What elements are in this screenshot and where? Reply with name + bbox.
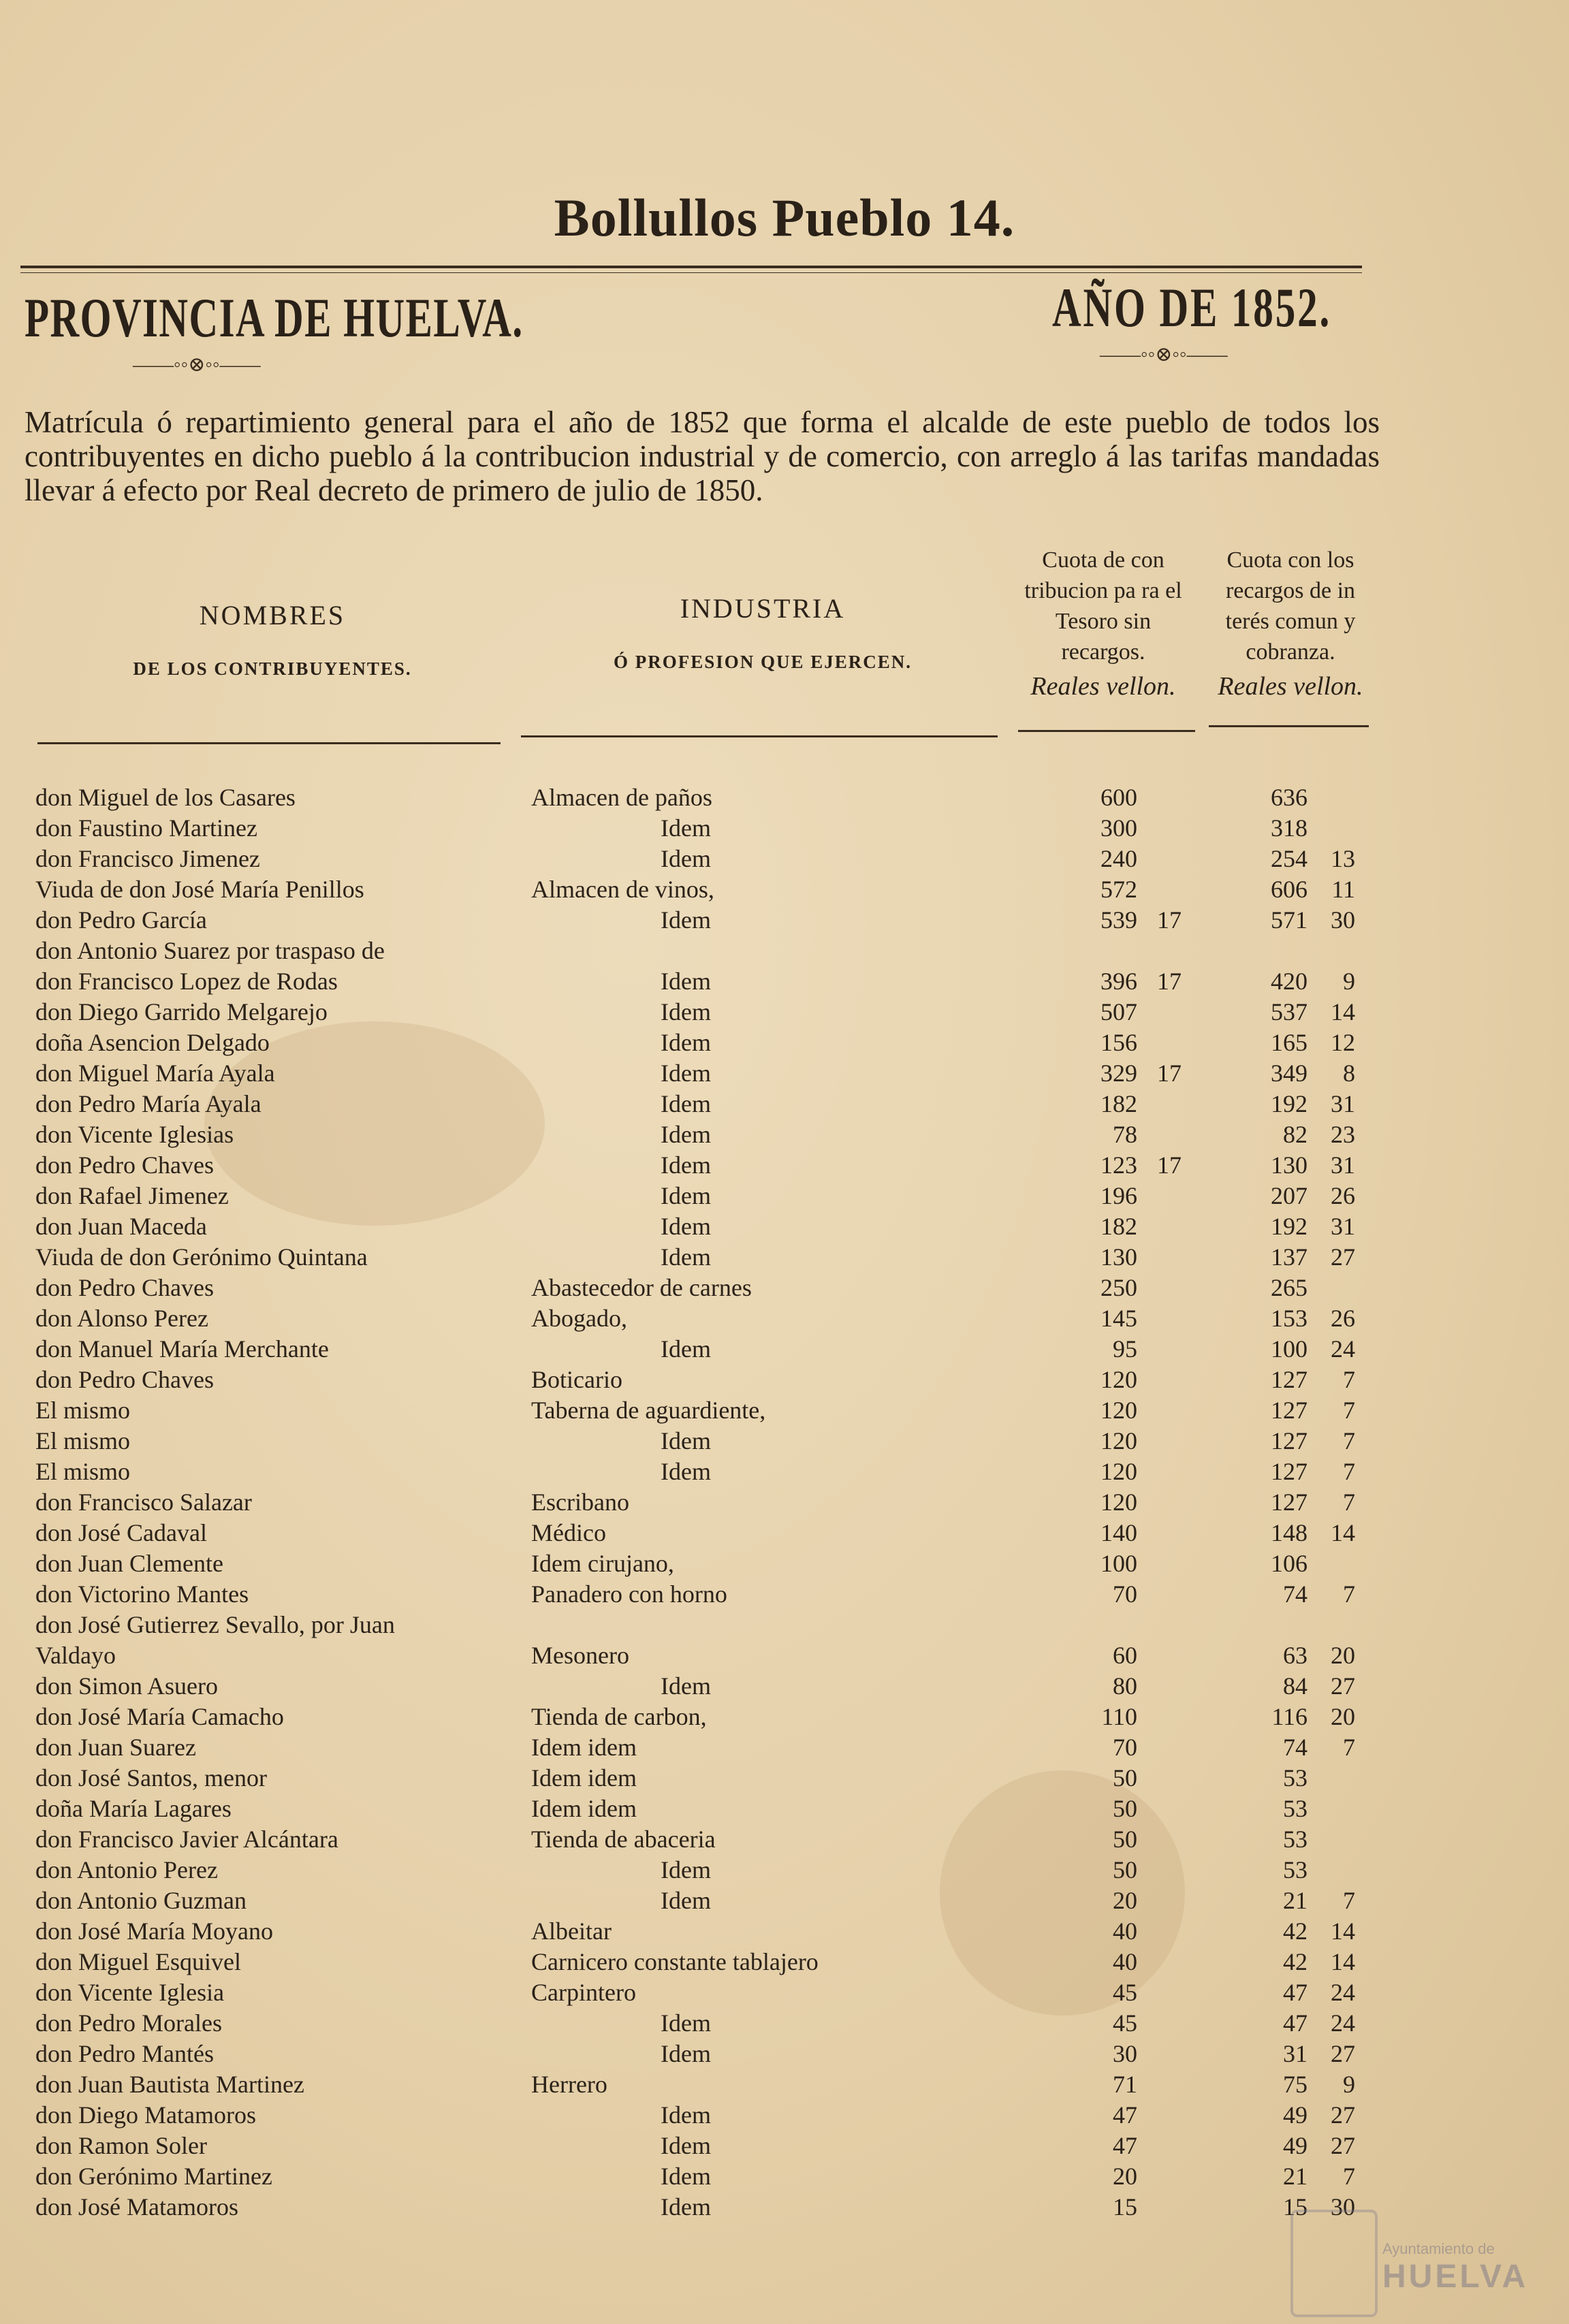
cuota-tesoro-reales: 240: [1100, 845, 1137, 872]
names-header-title: NOMBRES: [199, 600, 346, 631]
cuota2-header-text: Cuota con los recargos de in terés comun y cobranza.: [1225, 547, 1356, 665]
profession: Idem: [661, 1029, 711, 1056]
cuota-tesoro-reales: 50: [1113, 1826, 1137, 1853]
profession: Idem: [661, 1243, 711, 1271]
cuota-recargos-maravedis: 27: [1331, 1672, 1355, 1700]
cuota-recargos-maravedis: 26: [1331, 1182, 1355, 1209]
cuota-recargos-maravedis: 27: [1331, 2040, 1355, 2067]
profession: Tienda de carbon,: [531, 1703, 707, 1730]
profession: Abastecedor de carnes: [531, 1274, 752, 1301]
table-row: [0, 1151, 1569, 1181]
ornament: ——◦◦⊗◦◦——: [1100, 343, 1228, 366]
profession: Idem: [661, 1672, 711, 1700]
province-heading: PROVINCIA DE HUELVA.: [25, 287, 524, 349]
table-row: [0, 875, 1569, 906]
cuota-recargos-reales: 137: [1271, 1243, 1308, 1271]
cuota-recargos-maravedis: 7: [1343, 1366, 1355, 1393]
cuota-tesoro-reales: 300: [1100, 814, 1137, 842]
cuota-tesoro-reales: 50: [1113, 1856, 1137, 1883]
profession: Idem: [661, 1335, 711, 1363]
profession: Idem: [661, 1121, 711, 1148]
cuota-tesoro-reales: 70: [1113, 1734, 1137, 1761]
contributor-name: doña María Lagares: [35, 1795, 232, 1822]
cuota-recargos-maravedis: 27: [1331, 2132, 1355, 2159]
industry-header-sub: Ó PROFESION QUE EJERCEN.: [613, 652, 913, 672]
document-title: Bollullos Pueblo 14.: [554, 188, 1015, 247]
cuota-recargos-maravedis: 7: [1343, 1397, 1355, 1424]
profession: Idem: [661, 998, 711, 1025]
cuota-recargos-reales: 207: [1271, 1182, 1308, 1209]
cuota-recargos-reales: 42: [1283, 1948, 1308, 1975]
table-row: [0, 1947, 1569, 1978]
cuota-tesoro-reales: 40: [1113, 1948, 1137, 1975]
cuota-tesoro-reales: 71: [1113, 2071, 1137, 2098]
cuota-recargos-reales: 47: [1283, 1979, 1308, 2006]
cuota-recargos-reales: 148: [1271, 1519, 1308, 1546]
cuota-tesoro-reales: 182: [1100, 1090, 1137, 1117]
cuota-recargos-maravedis: 7: [1343, 1427, 1355, 1454]
table-row: [0, 1518, 1569, 1549]
contributor-name: don José María Moyano: [35, 1917, 273, 1945]
cuota-recargos-maravedis: 12: [1331, 1029, 1355, 1056]
contributor-name: don Rafael Jimenez: [35, 1182, 229, 1209]
table-row: [0, 1886, 1569, 1917]
table-row: [0, 1212, 1569, 1243]
profession: Idem: [661, 814, 711, 842]
contributor-name: don Miguel de los Casares: [35, 784, 296, 811]
cuota-tesoro-reales: 140: [1100, 1519, 1137, 1546]
cuota-recargos-reales: 127: [1271, 1366, 1308, 1393]
cuota-tesoro-reales: 45: [1113, 1979, 1137, 2006]
cuota-tesoro-reales: 45: [1113, 2009, 1137, 2037]
cuota-recargos-reales: 31: [1283, 2040, 1308, 2067]
ornament: ——◦◦⊗◦◦——: [133, 353, 261, 376]
cuota-recargos-maravedis: 23: [1331, 1121, 1355, 1148]
table-row: [0, 1978, 1569, 2009]
cuota-recargos-reales: 116: [1271, 1703, 1308, 1730]
contributor-name: El mismo: [35, 1427, 131, 1454]
cuota-recargos-maravedis: 14: [1331, 1948, 1355, 1975]
contributor-name: don Pedro Chaves: [35, 1151, 214, 1179]
profession: Abogado,: [531, 1305, 627, 1332]
table-row: [0, 1365, 1569, 1396]
profession: Almacen de vinos,: [531, 876, 714, 903]
table-row: [0, 967, 1569, 998]
cuota-recargos-maravedis: 24: [1331, 1335, 1355, 1363]
cuota-recargos-reales: 265: [1271, 1274, 1308, 1301]
cuota-recargos-maravedis: 9: [1343, 2071, 1355, 2098]
contributor-name: don Ramon Soler: [35, 2132, 207, 2159]
cuota-recargos-maravedis: 31: [1331, 1213, 1355, 1240]
table-row: [0, 844, 1569, 875]
cuota-recargos-maravedis: 20: [1331, 1642, 1355, 1669]
city-seal-icon: [1290, 2210, 1378, 2317]
cuota-tesoro-reales: 60: [1113, 1642, 1137, 1669]
cuota-tesoro-reales: 120: [1100, 1489, 1137, 1516]
cuota-recargos-reales: 84: [1283, 1672, 1308, 1700]
cuota1-header-text: Cuota de con tribucion pa ra el Tesoro sin recargos.: [1024, 547, 1182, 665]
profession: Idem: [661, 1427, 711, 1454]
cuota-recargos-reales: 63: [1283, 1642, 1308, 1669]
cuota-recargos-maravedis: 7: [1343, 2163, 1355, 2190]
cuota-recargos-reales: 636: [1271, 784, 1308, 811]
table-row: [0, 1825, 1569, 1856]
contributor-name: don Vicente Iglesia: [35, 1979, 225, 2006]
cuota-recargos-reales: 100: [1271, 1335, 1308, 1363]
table-row: [0, 2039, 1569, 2070]
cuota-tesoro-maravedis: 17: [1157, 906, 1182, 934]
table-row: [0, 1488, 1569, 1518]
profession: Idem: [661, 845, 711, 872]
cuota-recargos-maravedis: 30: [1331, 906, 1355, 934]
cuota-recargos-maravedis: 9: [1343, 968, 1355, 995]
cuota-tesoro-reales: 40: [1113, 1917, 1137, 1945]
cuota-recargos-maravedis: 7: [1343, 1887, 1355, 1914]
profession: Carnicero constante tablajero: [531, 1948, 819, 1975]
cuota-tesoro-reales: 196: [1100, 1182, 1137, 1209]
cuota-recargos-maravedis: 31: [1331, 1151, 1355, 1179]
contributor-name: don José Matamoros: [35, 2193, 238, 2220]
cuota-tesoro-reales: 182: [1100, 1213, 1137, 1240]
profession: Boticario: [531, 1366, 622, 1393]
cuota-tesoro-maravedis: 17: [1157, 1060, 1182, 1087]
profession: Taberna de aguardiente,: [531, 1397, 766, 1424]
cuota2-unit: Reales vellon.: [1218, 672, 1363, 701]
contributor-name: don José Santos, menor: [35, 1764, 267, 1792]
cuota-recargos-maravedis: 24: [1331, 2009, 1355, 2037]
contributor-name: don Pedro Chaves: [35, 1366, 214, 1393]
cuota-tesoro-reales: 70: [1113, 1580, 1137, 1608]
table-row: [0, 2131, 1569, 2162]
profession: Tienda de abaceria: [531, 1826, 716, 1853]
cuota-tesoro-reales: 47: [1113, 2101, 1137, 2129]
profession: Carpintero: [531, 1979, 636, 2006]
contributor-name: don Pedro Chaves: [35, 1274, 214, 1301]
profession: Idem: [661, 2101, 711, 2129]
profession: Idem cirujano,: [531, 1550, 674, 1577]
cuota-recargos-reales: 53: [1283, 1795, 1308, 1822]
contributor-name: don Juan Bautista Martinez: [35, 2071, 304, 2098]
cuota-recargos-maravedis: 7: [1343, 1580, 1355, 1608]
cuota-recargos-maravedis: 31: [1331, 1090, 1355, 1117]
cuota-recargos-maravedis: 24: [1331, 1979, 1355, 2006]
cuota-tesoro-reales: 329: [1100, 1060, 1137, 1087]
cuota-recargos-maravedis: 14: [1331, 998, 1355, 1025]
contributor-name: don Francisco Lopez de Rodas: [35, 968, 338, 995]
profession: Idem: [661, 2132, 711, 2159]
cuota-recargos-maravedis: 7: [1343, 1489, 1355, 1516]
cuota-recargos-reales: 192: [1271, 1090, 1308, 1117]
table-row: [0, 1427, 1569, 1457]
table-row: [0, 783, 1569, 814]
cuota-tesoro-reales: 50: [1113, 1795, 1137, 1822]
profession: Almacen de paños: [531, 784, 712, 811]
contributor-name: don Manuel María Merchante: [35, 1335, 329, 1363]
contributor-name: don Juan Maceda: [35, 1213, 207, 1240]
cuota-tesoro-maravedis: 17: [1157, 968, 1182, 995]
table-row: [0, 2070, 1569, 2101]
table-row: [0, 1610, 1569, 1641]
names-header-sub: DE LOS CONTRIBUYENTES.: [133, 658, 412, 679]
year-heading: AÑO DE 1852.: [1052, 276, 1332, 338]
profession: Idem idem: [531, 1795, 637, 1822]
table-row: [0, 1457, 1569, 1488]
cuota-recargos-reales: 21: [1283, 1887, 1308, 1914]
cuota-recargos-reales: 21: [1283, 2163, 1308, 2190]
cuota-tesoro-reales: 15: [1113, 2193, 1137, 2220]
cuota-recargos-maravedis: 26: [1331, 1305, 1355, 1332]
contributor-name: don Juan Suarez: [35, 1734, 196, 1761]
contributor-name: don Juan Clemente: [35, 1550, 223, 1577]
cuota1-unit: Reales vellon.: [1030, 672, 1176, 701]
table-row: [0, 1702, 1569, 1733]
cuota-recargos-reales: 15: [1283, 2193, 1308, 2220]
cuota-tesoro-reales: 20: [1113, 1887, 1137, 1914]
cuota-recargos-reales: 127: [1271, 1458, 1308, 1485]
table-row: [0, 2162, 1569, 2193]
table-row: [0, 1672, 1569, 1702]
cuota-tesoro-reales: 120: [1100, 1397, 1137, 1424]
cuota-recargos-maravedis: 20: [1331, 1703, 1355, 1730]
cuota-tesoro-reales: 250: [1100, 1274, 1137, 1301]
cuota-tesoro-reales: 539: [1100, 906, 1137, 934]
contributor-name: don José Gutierrez Sevallo, por Juan: [35, 1611, 395, 1638]
contributor-name: Viuda de don Gerónimo Quintana: [35, 1243, 368, 1271]
table-row: [0, 936, 1569, 967]
cuota-recargos-reales: 349: [1271, 1060, 1308, 1087]
profession: Idem: [661, 2163, 711, 2190]
table-row: [0, 1764, 1569, 1794]
contributor-name: don José Cadaval: [35, 1519, 207, 1546]
contributor-name: don Vicente Iglesias: [35, 1121, 234, 1148]
contributor-name: don Victorino Mantes: [35, 1580, 249, 1608]
profession: Panadero con horno: [531, 1580, 727, 1608]
contributor-name: don Pedro María Ayala: [35, 1090, 262, 1117]
cuota-recargos-reales: 53: [1283, 1764, 1308, 1792]
contributor-name: don Miguel Esquivel: [35, 1948, 241, 1975]
intro-paragraph: Matrícula ó repartimiento general para el año de 1852 que forma el alcalde de este pueblo de todos los contribuyentes en dicho pueblo á la contribucion industrial y de comercio, con arreglo á las tarifas mandadas llevar á efecto por Real decreto de primero de julio de 1850.: [25, 405, 1380, 507]
table-row: [0, 1794, 1569, 1825]
contributor-name: don Antonio Guzman: [35, 1887, 247, 1914]
table-row: [0, 1304, 1569, 1335]
cuota-recargos-reales: 75: [1283, 2071, 1308, 2098]
header-rule-cuota2: [1209, 725, 1369, 727]
watermark-line2: HUELVA: [1382, 2259, 1529, 2295]
cuota-recargos-maravedis: 13: [1331, 845, 1355, 872]
cuota-recargos-reales: 606: [1271, 876, 1308, 903]
table-row: [0, 1028, 1569, 1059]
cuota-recargos-reales: 42: [1283, 1917, 1308, 1945]
contributor-name: don Pedro Mantés: [35, 2040, 214, 2067]
profession: Herrero: [531, 2071, 607, 2098]
cuota-tesoro-reales: 145: [1100, 1305, 1137, 1332]
profession: Idem: [661, 1151, 711, 1179]
cuota-recargos-reales: 49: [1283, 2101, 1308, 2129]
profession: Idem idem: [531, 1764, 637, 1792]
cuota-recargos-reales: 82: [1283, 1121, 1308, 1148]
cuota-tesoro-reales: 572: [1100, 876, 1137, 903]
profession: Idem: [661, 1060, 711, 1087]
table-row: [0, 1181, 1569, 1212]
profession: Idem: [661, 1856, 711, 1883]
cuota-tesoro-reales: 156: [1100, 1029, 1137, 1056]
contributor-name: don Diego Matamoros: [35, 2101, 256, 2129]
cuota-recargos-reales: 420: [1271, 968, 1308, 995]
profession: Idem: [661, 1090, 711, 1117]
cuota-recargos-reales: 53: [1283, 1856, 1308, 1883]
cuota-recargos-maravedis: 14: [1331, 1519, 1355, 1546]
table-row: [0, 1733, 1569, 1764]
profession: Idem: [661, 1458, 711, 1485]
contributor-name: don Miguel María Ayala: [35, 1060, 275, 1087]
cuota-recargos-reales: 127: [1271, 1427, 1308, 1454]
cuota-recargos-reales: 165: [1271, 1029, 1308, 1056]
cuota-tesoro-reales: 50: [1113, 1764, 1137, 1792]
cuota-tesoro-reales: 120: [1100, 1366, 1137, 1393]
title-rule: [20, 266, 1362, 268]
cuota-recargos-reales: 106: [1271, 1550, 1308, 1577]
contributor-name: don Francisco Salazar: [35, 1489, 252, 1516]
contributor-name: don Antonio Suarez por traspaso de: [35, 937, 385, 964]
cuota-recargos-maravedis: 30: [1331, 2193, 1355, 2220]
cuota-recargos-reales: 153: [1271, 1305, 1308, 1332]
profession: Albeitar: [531, 1917, 612, 1945]
contributor-name: don Pedro García: [35, 906, 207, 934]
table-row: [0, 998, 1569, 1028]
profession: Idem: [661, 1182, 711, 1209]
contributor-name: don Simon Asuero: [35, 1672, 219, 1700]
cuota-recargos-maravedis: 8: [1343, 1060, 1355, 1087]
cuota1-header: [1021, 545, 1185, 701]
cuota-tesoro-reales: 80: [1113, 1672, 1137, 1700]
industry-header: [518, 592, 1008, 673]
header-rule-cuota1: [1018, 730, 1195, 732]
header-rule-industry: [521, 735, 998, 737]
table-row: [0, 1243, 1569, 1273]
contributor-name: Valdayo: [35, 1642, 116, 1669]
table-row: [0, 1549, 1569, 1580]
cuota-tesoro-reales: 47: [1113, 2132, 1137, 2159]
cuota-tesoro-reales: 120: [1100, 1458, 1137, 1485]
cuota-recargos-reales: 74: [1283, 1580, 1308, 1608]
cuota-recargos-maravedis: 14: [1331, 1917, 1355, 1945]
table-row: [0, 1396, 1569, 1427]
table-row: [0, 1059, 1569, 1089]
cuota-recargos-reales: 127: [1271, 1397, 1308, 1424]
profession: Médico: [531, 1519, 606, 1546]
table-row: [0, 1273, 1569, 1304]
contributor-name: El mismo: [35, 1458, 131, 1485]
cuota-recargos-reales: 130: [1271, 1151, 1308, 1179]
table-row: [0, 2009, 1569, 2039]
watermark-line1: Ayuntamiento de: [1382, 2240, 1495, 2257]
contributor-name: El mismo: [35, 1397, 131, 1424]
cuota-recargos-maravedis: 11: [1331, 876, 1355, 903]
cuota-recargos-reales: 53: [1283, 1826, 1308, 1853]
cuota-recargos-maravedis: 7: [1343, 1734, 1355, 1761]
table-row: [0, 1580, 1569, 1610]
cuota-tesoro-maravedis: 17: [1157, 1151, 1182, 1179]
cuota-tesoro-reales: 130: [1100, 1243, 1137, 1271]
profession: Mesonero: [531, 1642, 629, 1669]
cuota2-header: [1205, 545, 1376, 701]
table-row: [0, 1120, 1569, 1151]
contributor-name: don Alonso Perez: [35, 1305, 208, 1332]
cuota-tesoro-reales: 100: [1100, 1550, 1137, 1577]
cuota-recargos-reales: 74: [1283, 1734, 1308, 1761]
cuota-recargos-maravedis: 27: [1331, 1243, 1355, 1271]
cuota-tesoro-reales: 120: [1100, 1427, 1137, 1454]
cuota-recargos-reales: 571: [1271, 906, 1308, 934]
profession: Escribano: [531, 1489, 629, 1516]
contributor-name: don Pedro Morales: [35, 2009, 222, 2037]
contributor-name: don Diego Garrido Melgarejo: [35, 998, 328, 1025]
cuota-tesoro-reales: 396: [1100, 968, 1137, 995]
cuota-recargos-maravedis: 7: [1343, 1458, 1355, 1485]
cuota-recargos-maravedis: 27: [1331, 2101, 1355, 2129]
header-rule-names: [37, 742, 501, 744]
contributor-name: don José María Camacho: [35, 1703, 284, 1730]
contributor-name: don Faustino Martinez: [35, 814, 257, 842]
cuota-recargos-reales: 318: [1271, 814, 1308, 842]
cuota-tesoro-reales: 507: [1100, 998, 1137, 1025]
cuota-recargos-reales: 254: [1271, 845, 1308, 872]
profession: Idem: [661, 2009, 711, 2037]
cuota-recargos-reales: 127: [1271, 1489, 1308, 1516]
cuota-tesoro-reales: 20: [1113, 2163, 1137, 2190]
table-row: [0, 2101, 1569, 2131]
table-row: [0, 906, 1569, 936]
watermark: [1382, 2240, 1528, 2295]
profession: Idem: [661, 2193, 711, 2220]
table-row: [0, 1089, 1569, 1120]
cuota-tesoro-reales: 123: [1100, 1151, 1137, 1179]
title-rule-thin: [20, 272, 1362, 273]
cuota-recargos-reales: 47: [1283, 2009, 1308, 2037]
profession: Idem idem: [531, 1734, 637, 1761]
cuota-tesoro-reales: 78: [1113, 1121, 1137, 1148]
profession: Idem: [661, 1213, 711, 1240]
table-row: [0, 1856, 1569, 1886]
industry-header-title: INDUSTRIA: [680, 593, 846, 624]
contributor-name: don Francisco Javier Alcántara: [35, 1826, 338, 1853]
cuota-recargos-reales: 192: [1271, 1213, 1308, 1240]
names-header: [27, 599, 518, 680]
cuota-recargos-reales: 537: [1271, 998, 1308, 1025]
profession: Idem: [661, 2040, 711, 2067]
contributor-name: don Francisco Jimenez: [35, 845, 260, 872]
table-row: [0, 1917, 1569, 1947]
table-row: [0, 1335, 1569, 1365]
contributor-name: don Gerónimo Martinez: [35, 2163, 272, 2190]
table-row: [0, 1641, 1569, 1672]
cuota-tesoro-reales: 30: [1113, 2040, 1137, 2067]
contributor-name: doña Asencion Delgado: [35, 1029, 270, 1056]
profession: Idem: [661, 1887, 711, 1914]
cuota-tesoro-reales: 95: [1113, 1335, 1137, 1363]
contributor-name: Viuda de don José María Penillos: [35, 876, 364, 903]
cuota-tesoro-reales: 110: [1101, 1703, 1137, 1730]
profession: Idem: [661, 968, 711, 995]
cuota-tesoro-reales: 600: [1100, 784, 1137, 811]
table-row: [0, 814, 1569, 844]
cuota-recargos-reales: 49: [1283, 2132, 1308, 2159]
contributor-name: don Antonio Perez: [35, 1856, 218, 1883]
profession: Idem: [661, 906, 711, 934]
